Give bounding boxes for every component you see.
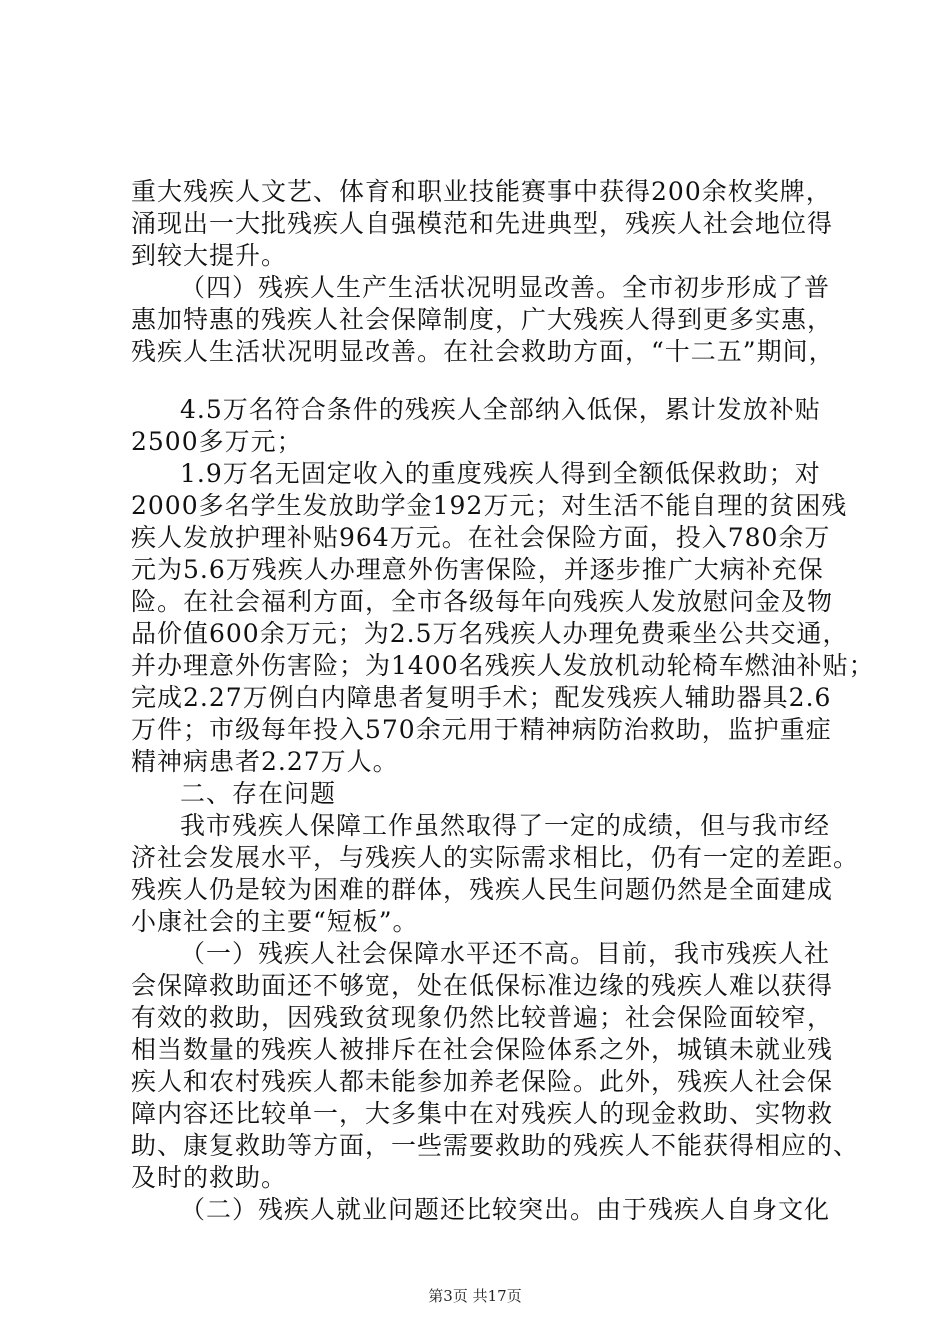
body-text-line: 涌现出一大批残疾人自强模范和先进典型，残疾人社会地位得 (131, 209, 834, 238)
body-text-line: 小康社会的主要“短板”。 (131, 907, 419, 936)
body-text-line: 完成2.27万例白内障患者复明手术；配发残疾人辅助器具2.6 (131, 683, 832, 712)
body-text-line: 有效的救助，因残致贫现象仍然比较普遍；社会保险面较窄， (131, 1003, 834, 1032)
body-text-line: 济社会发展水平，与残疾人的实际需求相比，仍有一定的差距。 (131, 843, 860, 872)
page-number-footer: 第3页 共17页 (428, 1287, 522, 1305)
body-text-line: 残疾人仍是较为困难的群体，残疾人民生问题仍然是全面建成 (131, 875, 834, 904)
body-text-line: 品价值600余万元；为2.5万名残疾人办理免费乘坐公共交通， (131, 619, 849, 648)
body-text-line: 障内容还比较单一，大多集中在对残疾人的现金救助、实物救 (131, 1099, 834, 1128)
body-text-line: 险。在社会福利方面，全市各级每年向残疾人发放慰问金及物 (131, 587, 834, 616)
body-text-line: 到较大提升。 (131, 241, 288, 270)
body-text-line: 疾人和农村残疾人都未能参加养老保险。此外，残疾人社会保 (131, 1067, 834, 1096)
body-text-line: 元为5.6万残疾人办理意外伤害保险，并逐步推广大病补充保 (131, 555, 824, 584)
body-text-line: 1.9万名无固定收入的重度残疾人得到全额低保救助；对 (180, 459, 821, 488)
body-text-line: 惠加特惠的残疾人社会保障制度，广大残疾人得到更多实惠， (131, 305, 834, 334)
body-text-line: 疾人发放护理补贴964万元。在社会保险方面，投入780余万 (131, 523, 831, 552)
body-text-line: （四）残疾人生产生活状况明显改善。全市初步形成了普 (180, 273, 831, 302)
body-text-line: （二）残疾人就业问题还比较突出。由于残疾人自身文化 (180, 1195, 831, 1224)
body-text-line: 残疾人生活状况明显改善。在社会救助方面，“十二五”期间， (131, 337, 835, 366)
body-text-line: 精神病患者2.27万人。 (131, 747, 399, 776)
body-text-line: 4.5万名符合条件的残疾人全部纳入低保，累计发放补贴 (180, 395, 821, 424)
body-text-line: 2000多名学生发放助学金192万元；对生活不能自理的贫困残 (131, 491, 848, 520)
body-text-line: 相当数量的残疾人被排斥在社会保险体系之外，城镇未就业残 (131, 1035, 834, 1064)
body-text-line: 2500多万元； (131, 427, 303, 456)
body-text-line: 助、康复救助等方面，一些需要救助的残疾人不能获得相应的、 (131, 1131, 860, 1160)
body-text-line: 会保障救助面还不够宽，处在低保标准边缘的残疾人难以获得 (131, 971, 834, 1000)
body-text-line: 及时的救助。 (131, 1163, 288, 1192)
body-text-line: 并办理意外伤害险；为1400名残疾人发放机动轮椅车燃油补贴； (131, 651, 875, 680)
body-text-line: 重大残疾人文艺、体育和职业技能赛事中获得200余枚奖牌， (131, 177, 832, 206)
body-text-line: （一）残疾人社会保障水平还不高。目前，我市残疾人社 (180, 939, 831, 968)
body-text-line: 我市残疾人保障工作虽然取得了一定的成绩，但与我市经 (180, 811, 831, 840)
body-text-line: 万件；市级每年投入570余元用于精神病防治救助，监护重症 (131, 715, 832, 744)
section-heading: 二、存在问题 (180, 779, 337, 808)
